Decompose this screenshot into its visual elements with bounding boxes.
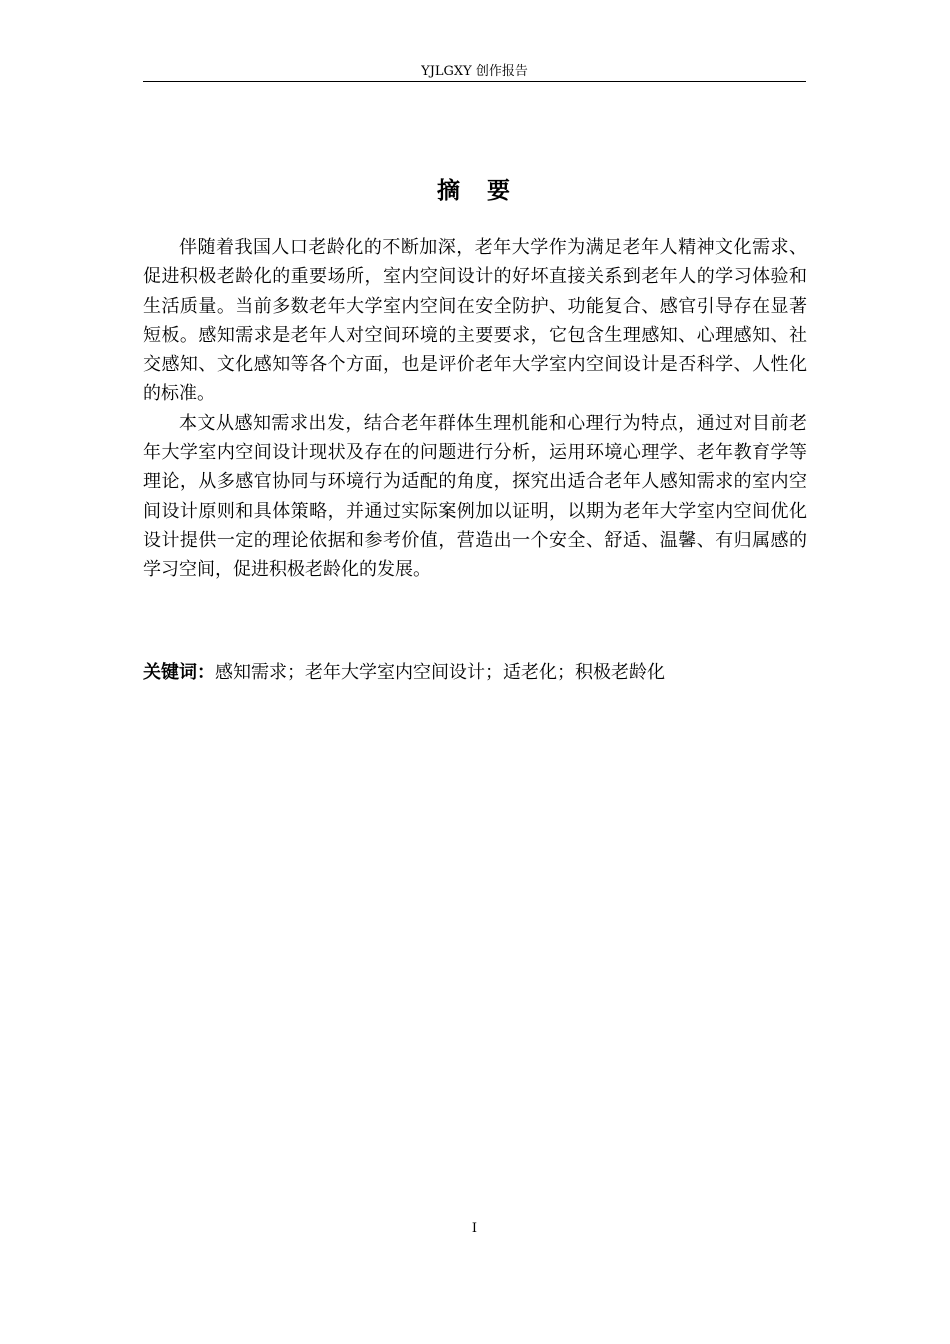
keywords-label: 关键词： — [143, 662, 215, 683]
header-divider — [143, 81, 806, 82]
keywords-line — [143, 658, 807, 687]
abstract-body — [143, 233, 807, 585]
page-number: I — [471, 1221, 478, 1236]
abstract-paragraph-1: 伴随着我国人口老龄化的不断加深，老年大学作为满足老年人精神文化需求、促进积极老龄化的重要场所，室内空间设计的好坏直接关系到老年人的学习体验和生活质量。当前多数老年大学室内空间在安全防护、功能复合、感官引导存在显著短板。感知需求是老年人对空间环境的主要要求，它包含生理感知、心理感知、社交感知、文化感知等各个方面，也是评价老年大学室内空间设计是否科学、人性化的标准。 — [143, 237, 807, 405]
keywords-value: 感知需求；老年大学室内空间设计；适老化；积极老龄化 — [215, 662, 665, 683]
page-header: YJLGXY 创作报告 — [421, 64, 528, 79]
abstract-title: 摘 要 — [437, 178, 512, 204]
abstract-paragraph-2: 本文从感知需求出发，结合老年群体生理机能和心理行为特点，通过对目前老年大学室内空间设计现状及存在的问题进行分析，运用环境心理学、老年教育学等理论，从多感官协同与环境行为适配的角度，探究出适合老年人感知需求的室内空间设计原则和具体策略，并通过实际案例加以证明，以期为老年大学室内空间优化设计提供一定的理论依据和参考价值，营造出一个安全、舒适、温馨、有归属感的学习空间，促进积极老龄化的发展。 — [143, 412, 807, 581]
